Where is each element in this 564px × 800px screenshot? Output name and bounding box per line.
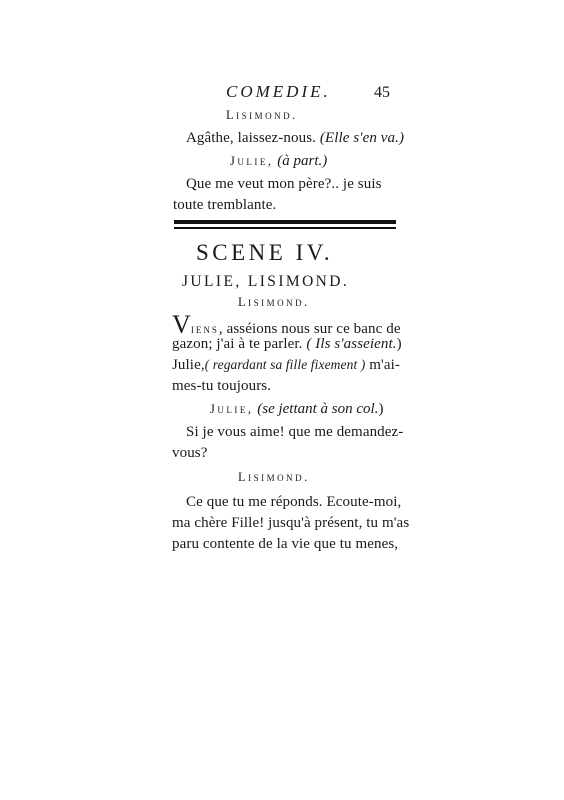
stage-direction: ( regardant sa fille fixement )	[204, 357, 366, 372]
dialogue-line: toute tremblante.	[173, 197, 277, 213]
scene-characters: JULIE, LISIMOND.	[182, 273, 350, 290]
speaker-lisimond: Lisimond.	[226, 108, 298, 122]
page-number: 45	[374, 84, 390, 101]
stage-direction: (se jettant à son col.	[257, 401, 379, 417]
dialogue-line	[172, 312, 401, 338]
running-title: COMEDIE.	[226, 82, 331, 101]
dialogue-line: mes-tu toujours.	[172, 378, 272, 394]
dialogue-line: Que me veut mon père?.. je suis	[186, 176, 382, 192]
character-name: Julie,	[172, 357, 205, 373]
stage-direction-close: )	[378, 401, 384, 417]
dialogue-text: , asséions nous sur ce banc de	[218, 321, 401, 337]
speaker-lisimond: Lisimond.	[238, 295, 310, 309]
speaker-julie-line	[230, 153, 327, 170]
dialogue-text: m'ai-	[369, 357, 400, 373]
stage-direction: ( Ils s'asseient.	[306, 336, 397, 352]
stage-direction-close: )	[396, 336, 402, 352]
dialogue-line: paru contente de la vie que tu menes,	[172, 536, 399, 552]
stage-direction: (à part.)	[277, 153, 328, 169]
scene-title: SCENE IV.	[196, 240, 334, 265]
dialogue-line: Ce que tu me réponds. Ecoute-moi,	[186, 494, 402, 510]
dialogue-line: ma chère Fille! jusqu'à présent, tu m'as	[172, 515, 410, 531]
stage-direction: (Elle s'en va.)	[319, 130, 405, 146]
speaker-lisimond: Lisimond.	[238, 470, 310, 484]
drop-cap: V	[172, 310, 191, 339]
dialogue-line: Si je vous aime! que me demandez-	[186, 424, 404, 440]
dialogue-text: Agâthe, laissez-nous.	[186, 130, 316, 146]
dialogue-line	[172, 336, 402, 353]
small-caps-word: iens	[190, 322, 219, 336]
dialogue-text: gazon; j'ai à te parler.	[172, 336, 303, 352]
speaker-julie: Julie,	[230, 154, 274, 168]
speaker-julie-line	[210, 401, 383, 418]
scene-divider-thin	[174, 227, 396, 229]
dialogue-line	[186, 130, 404, 147]
scene-divider-thick	[174, 220, 396, 224]
speaker-julie: Julie,	[210, 402, 254, 416]
dialogue-line	[172, 357, 400, 374]
dialogue-line: vous?	[172, 445, 208, 461]
